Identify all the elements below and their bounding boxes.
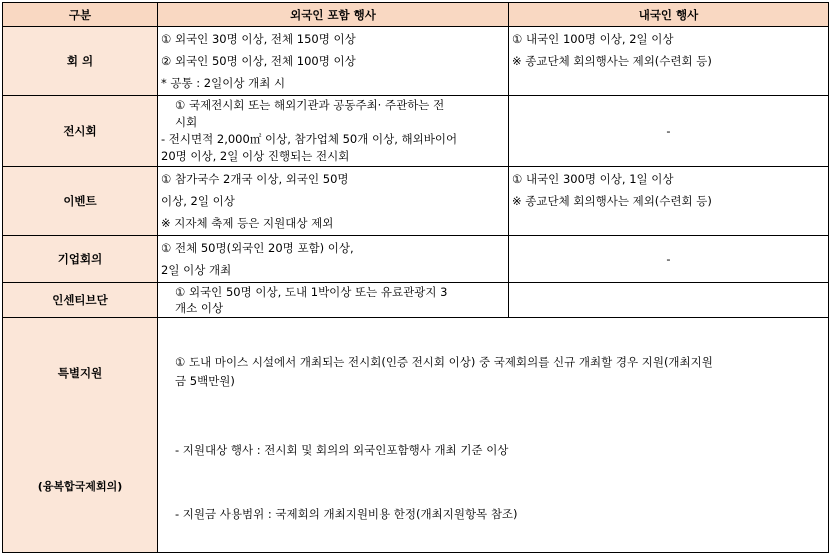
incentive-foreign bbox=[158, 283, 509, 318]
event-foreign-line: ① 참가국수 2개국 이상, 외국인 50명 bbox=[161, 172, 349, 186]
exhibition-foreign-line: 시회 bbox=[175, 115, 198, 129]
exhibition-domestic: - bbox=[509, 96, 829, 167]
meeting-foreign-line: * 공통 : 2일이상 개최 시 bbox=[161, 76, 286, 90]
row-meeting bbox=[3, 27, 829, 96]
event-domestic-line: ① 내국인 300명 이상, 1일 이상 bbox=[512, 172, 674, 186]
exhibition-foreign-line: 20명 이상, 2일 이상 진행되는 전시회 bbox=[161, 149, 350, 163]
corporate-foreign bbox=[158, 236, 509, 283]
meeting-foreign-line: ② 외국인 50명 이상, 전체 100명 이상 bbox=[161, 54, 356, 68]
row-special bbox=[3, 318, 829, 553]
header-domestic: 내국인 행사 bbox=[509, 3, 829, 27]
incentive-foreign-line: 개소 이상 bbox=[175, 301, 224, 315]
event-foreign-line: 이상, 2일 이상 bbox=[161, 194, 235, 208]
exhibition-foreign-line: ① 국제전시회 또는 해외기관과 공동주최· 주관하는 전 bbox=[175, 98, 445, 112]
row-event bbox=[3, 167, 829, 236]
special-sublabel: (융복합국제회의) bbox=[37, 480, 123, 493]
meeting-foreign-line: ① 외국인 30명 이상, 전체 150명 이상 bbox=[161, 32, 356, 46]
header-row bbox=[3, 3, 829, 27]
meeting-domestic bbox=[509, 27, 829, 96]
category-exhibition: 전시회 bbox=[3, 96, 158, 167]
event-foreign-line: ※ 지자체 축제 등은 지원대상 제외 bbox=[161, 216, 334, 230]
row-incentive bbox=[3, 283, 829, 318]
event-domestic bbox=[509, 167, 829, 236]
corporate-domestic: - bbox=[509, 236, 829, 283]
special-label: 특별지원 bbox=[57, 366, 103, 380]
exhibition-foreign-line: - 전시면적 2,000㎡ 이상, 참가업체 50개 이상, 해외바이어 bbox=[161, 132, 458, 146]
category-special bbox=[3, 318, 158, 553]
category-incentive: 인센티브단 bbox=[3, 283, 158, 318]
header-foreign: 외국인 포함 행사 bbox=[158, 3, 509, 27]
special-content bbox=[158, 318, 829, 553]
meeting-foreign bbox=[158, 27, 509, 96]
special-line: ① 도내 마이스 시설에서 개최되는 전시회(인증 전시회 이상) 중 국제회의를 신규 개최할 경우 지원(개최지원 bbox=[175, 355, 713, 369]
category-meeting: 회 의 bbox=[3, 27, 158, 96]
meeting-domestic-line: ① 내국인 100명 이상, 2일 이상 bbox=[512, 32, 674, 46]
exhibition-foreign bbox=[158, 96, 509, 167]
header-category: 구분 bbox=[3, 3, 158, 27]
special-line: 금 5백만원) bbox=[175, 374, 235, 388]
row-exhibition bbox=[3, 96, 829, 167]
event-domestic-line: ※ 종교단체 회의행사는 제외(수련회 등) bbox=[512, 194, 712, 208]
incentive-domestic bbox=[509, 283, 829, 318]
corporate-foreign-line: 2일 이상 개최 bbox=[161, 263, 232, 277]
incentive-foreign-line: ① 외국인 50명 이상, 도내 1박이상 또는 유료관광지 3 bbox=[175, 285, 448, 299]
meeting-domestic-line: ※ 종교단체 회의행사는 제외(수련회 등) bbox=[512, 54, 712, 68]
support-criteria-table bbox=[2, 2, 829, 553]
event-foreign bbox=[158, 167, 509, 236]
special-line: - 지원대상 행사 : 전시회 및 회의의 외국인포함행사 개최 기준 이상 bbox=[175, 443, 509, 457]
row-corporate bbox=[3, 236, 829, 283]
category-event: 이벤트 bbox=[3, 167, 158, 236]
special-line: - 지원금 사용범위 : 국제회의 개최지원비용 한정(개최지원항목 참조) bbox=[175, 507, 518, 521]
corporate-foreign-line: ① 전체 50명(외국인 20명 포함) 이상, bbox=[161, 241, 354, 255]
category-corporate: 기업회의 bbox=[3, 236, 158, 283]
